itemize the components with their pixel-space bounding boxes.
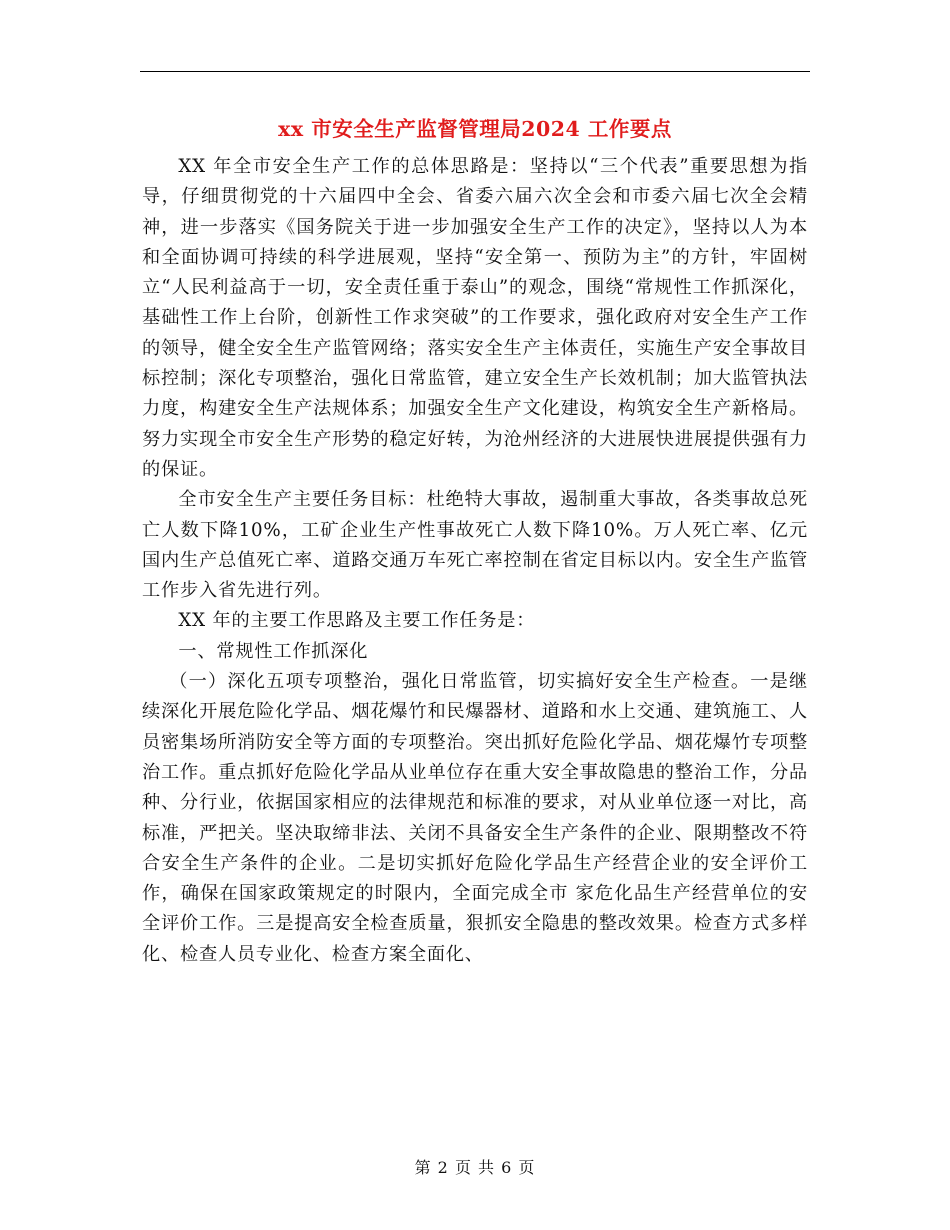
document-title: xx 市安全生产监督管理局2024 工作要点 <box>278 117 672 141</box>
paragraph-work-intro: XX 年的主要工作思路及主要工作任务是： <box>178 610 536 632</box>
paragraph-item-one: （一）深化五项专项整治，强化日常监管，切实搞好安全生产检查。一是继续深化开展危险化学品、烟花爆竹和民爆器材、道路和水上交通、建筑施工、人员密集场所消防安全等方面的专项整治。突出抓好危险化学品、烟花爆竹专项整治工作。重点抓好危险化学品从业单位存在重大安全事故隐患的整治工作，分品种、分行业，依据国家相应的法律规范和标准的要求，对从业单位逐一对比，高标准，严把关。坚决取缔非法、关闭不具备安全生产条件的企业、限期整改不符合安全生产条件的企业。二是切实抓好危险化学品生产经营企业的安全评价工作，确保在国家政策规定的时限内，全面完成全市 家危化品生产经营单位的安全评价工作。三是提高安全检查质量，狠抓安全隐患的整改效果。检查方式多样化、检查人员专业化、检查方案全面化、 <box>142 671 808 965</box>
page-footer: 第 2 页 共 6 页 <box>414 1158 536 1177</box>
header-rule <box>140 71 810 72</box>
document-body <box>142 152 808 970</box>
paragraph-overall-approach: XX 年全市安全生产工作的总体思路是：坚持以“三个代表”重要思想为指导，仔细贯彻党的十六届四中全会、省委六届六次全会和市委六届七次全会精神，进一步落实《国务院关于进一步加强安全生产工作的决定》，坚持以人为本和全面协调可持续的科学进展观，坚持“安全第一、预防为主”的方针，牢固树立“人民利益高于一切，安全责任重于泰山”的观念，围绕“常规性工作抓深化，基础性工作上台阶，创新性工作求突破”的工作要求，强化政府对安全生产工作的领导，健全安全生产监管网络；落实安全生产主体责任，实施生产安全事故目标控制；深化专项整治，强化日常监管，建立安全生产长效机制；加大监管执法力度，构建安全生产法规体系；加强安全生产文化建设，构筑安全生产新格局。努力实现全市安全生产形势的稳定好转，为沧州经济的大进展快进展提供强有力的保证。 <box>142 156 808 480</box>
paragraph-task-targets: 全市安全生产主要任务目标：杜绝特大事故，遏制重大事故，各类事故总死亡人数下降10%，工矿企业生产性事故死亡人数下降10%。万人死亡率、亿元国内生产总值死亡率、道路交通万车死亡率控制在省定目标以内。安全生产监管工作步入省先进行列。 <box>142 489 808 602</box>
section-heading-one: 一、常规性工作抓深化 <box>178 640 369 662</box>
